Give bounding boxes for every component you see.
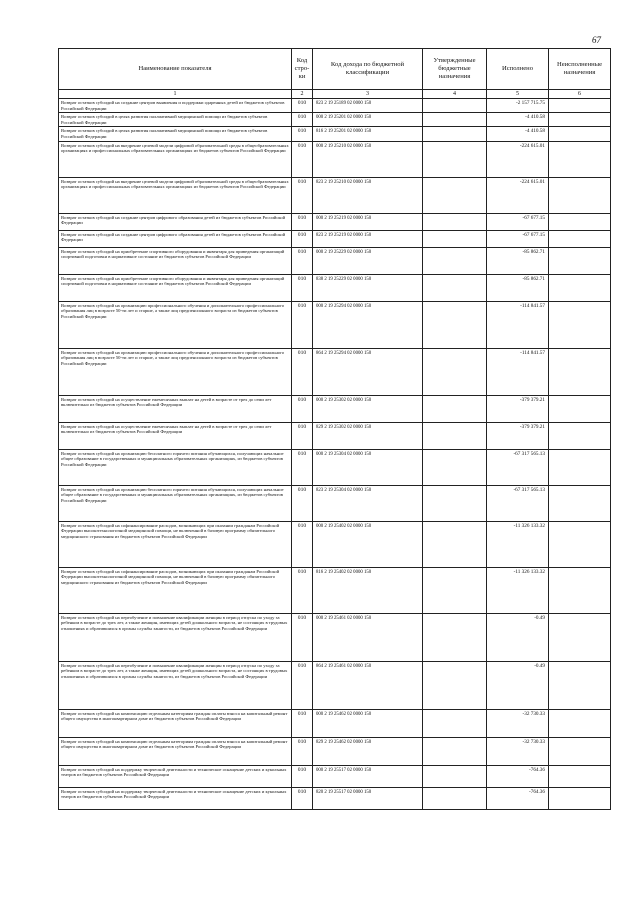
- row-approved-value: [423, 521, 487, 567]
- row-name-cell: Возврат остатков субсидий на компенсацию отдельным категориям граждан оплаты взноса на капитальный ремонт общего имущества в многоквартирном доме из бюджетов субъектов Российской Федерации: [59, 737, 292, 765]
- row-unexecuted-value: [549, 113, 611, 127]
- row-line-code: 010: [292, 274, 313, 301]
- row-name-cell: Возврат остатков субсидий на компенсацию отдельным категориям граждан оплаты взноса на капитальный ремонт общего имущества в многоквартирном доме из бюджетов субъектов Российской Федерации: [59, 709, 292, 737]
- row-executed-value: -67 317 565.13: [487, 485, 549, 521]
- header-income-code: Код дохода по бюджетной классификации: [313, 49, 423, 90]
- row-line-code: 010: [292, 395, 313, 422]
- table-row: [59, 301, 611, 348]
- row-approved-value: [423, 113, 487, 127]
- table-row: [59, 213, 611, 230]
- row-approved-value: [423, 485, 487, 521]
- row-income-code: 864 2 19 25461 02 0000 150: [313, 661, 423, 709]
- table-row: [59, 230, 611, 247]
- row-income-code: 823 2 19 25219 02 0000 150: [313, 230, 423, 247]
- row-name-cell: Возврат остатков субсидий на организацию бесплатного горячего питания обучающихся, получающих начальное общее образование в государственных и муниципальных образовательных организациях, из бюджетов субъектов Российской Федерации: [59, 485, 292, 521]
- table-row: [59, 567, 611, 613]
- row-line-code: 010: [292, 230, 313, 247]
- column-number: 5: [487, 90, 549, 99]
- row-line-code: 010: [292, 141, 313, 177]
- row-line-code: 010: [292, 422, 313, 449]
- row-approved-value: [423, 213, 487, 230]
- row-income-code: 000 2 19 25302 02 0000 150: [313, 395, 423, 422]
- table-row: [59, 521, 611, 567]
- row-line-code: 010: [292, 99, 313, 113]
- row-line-code: 010: [292, 613, 313, 661]
- row-unexecuted-value: [549, 301, 611, 348]
- row-executed-value: -85 862.71: [487, 274, 549, 301]
- table-row: [59, 787, 611, 809]
- row-name-cell: Возврат остатков субсидий на приобретение спортивного оборудования и инвентаря для приведения организаций спортивной подготовки в нормативное состояние из бюджетов субъектов Российской Федерации: [59, 247, 292, 274]
- row-line-code: 010: [292, 521, 313, 567]
- row-unexecuted-value: [549, 348, 611, 395]
- row-income-code: 864 2 19 25294 02 0000 150: [313, 348, 423, 395]
- row-name-cell: Возврат остатков субсидий в целях развития паллиативной медицинской помощи из бюджетов субъектов Российской Федерации: [59, 127, 292, 141]
- row-executed-value: -764.36: [487, 765, 549, 787]
- row-line-code: 010: [292, 113, 313, 127]
- row-line-code: 010: [292, 348, 313, 395]
- row-executed-value: -32 730.33: [487, 709, 549, 737]
- row-name-cell: Возврат остатков субсидий на переобучение и повышение квалификации женщин в период отпуска по уходу за ребенком в возрасте до трех лет, а также женщин, имеющих детей дошкольного возраста, не состоящих в трудовых отношениях и обратившихся в органы службы занятости, из бюджетов субъектов Российской Федерации: [59, 613, 292, 661]
- row-approved-value: [423, 787, 487, 809]
- row-name-cell: Возврат остатков субсидий на софинансирование расходов, возникающих при оказании гражданам Российской Федерации высокотехнологичной медицинской помощи, не включенной в базовую программу обязательного медицинского страхования из бюджетов субъектов Российской Федерации: [59, 567, 292, 613]
- row-approved-value: [423, 230, 487, 247]
- row-income-code: 816 2 19 25201 02 0000 150: [313, 127, 423, 141]
- row-unexecuted-value: [549, 177, 611, 213]
- row-unexecuted-value: [549, 247, 611, 274]
- budget-execution-table: [58, 48, 611, 810]
- row-unexecuted-value: [549, 449, 611, 485]
- row-name-cell: Возврат остатков субсидий на поддержку творческой деятельности и техническое оснащение детских и кукольных театров из бюджетов субъектов Российской Федерации: [59, 765, 292, 787]
- row-executed-value: -0.49: [487, 613, 549, 661]
- row-executed-value: -764.36: [487, 787, 549, 809]
- row-name-cell: Возврат остатков субсидий на осуществление ежемесячных выплат на детей в возрасте от трех до семи лет включительно из бюджетов субъектов Российской Федерации: [59, 422, 292, 449]
- row-income-code: 000 2 19 25219 02 0000 150: [313, 213, 423, 230]
- row-approved-value: [423, 765, 487, 787]
- table-row: [59, 274, 611, 301]
- row-unexecuted-value: [549, 709, 611, 737]
- table-row: [59, 177, 611, 213]
- row-line-code: 010: [292, 567, 313, 613]
- row-unexecuted-value: [549, 765, 611, 787]
- row-executed-value: -67 677.15: [487, 230, 549, 247]
- row-approved-value: [423, 99, 487, 113]
- row-income-code: 820 2 19 25517 02 0000 150: [313, 787, 423, 809]
- row-approved-value: [423, 247, 487, 274]
- row-approved-value: [423, 422, 487, 449]
- header-approved: Утвержденные бюджетные назначения: [423, 49, 487, 90]
- table-row: [59, 247, 611, 274]
- column-number: 3: [313, 90, 423, 99]
- row-executed-value: -32 730.33: [487, 737, 549, 765]
- row-executed-value: -4 410.58: [487, 127, 549, 141]
- row-line-code: 010: [292, 787, 313, 809]
- row-income-code: 000 2 19 25201 02 0000 150: [313, 113, 423, 127]
- row-name-cell: Возврат остатков субсидий на софинансирование расходов, возникающих при оказании гражданам Российской Федерации высокотехнологичной медицинской помощи, не включенной в базовую программу обязательного медицинского страхования из бюджетов субъектов Российской Федерации: [59, 521, 292, 567]
- row-unexecuted-value: [549, 141, 611, 177]
- row-unexecuted-value: [549, 787, 611, 809]
- row-executed-value: -114 841.57: [487, 348, 549, 395]
- row-name-cell: Возврат остатков субсидий на организацию профессионального обучения и дополнительного профессионального образования лиц в возрасте 50-ти лет и старше, а также лиц предпенсионного возраста из бюджетов субъектов Российской Федерации: [59, 301, 292, 348]
- table-row: [59, 348, 611, 395]
- row-income-code: 823 2 19 25189 02 0000 150: [313, 99, 423, 113]
- row-income-code: 823 2 19 25210 02 0000 150: [313, 177, 423, 213]
- row-income-code: 823 2 19 25304 02 0000 150: [313, 485, 423, 521]
- row-approved-value: [423, 301, 487, 348]
- row-unexecuted-value: [549, 274, 611, 301]
- column-number: 4: [423, 90, 487, 99]
- row-income-code: 000 2 19 25210 02 0000 150: [313, 141, 423, 177]
- table-row: [59, 613, 611, 661]
- row-name-cell: Возврат остатков субсидий на создание центров выявления и поддержки одаренных детей из бюджетов субъектов Российской Федерации: [59, 99, 292, 113]
- row-executed-value: -67 677.15: [487, 213, 549, 230]
- row-income-code: 829 2 19 25302 02 0000 150: [313, 422, 423, 449]
- row-executed-value: -85 862.71: [487, 247, 549, 274]
- row-line-code: 010: [292, 709, 313, 737]
- table-row: [59, 709, 611, 737]
- row-name-cell: Возврат остатков субсидий на организацию бесплатного горячего питания обучающихся, получающих начальное общее образование в государственных и муниципальных образовательных организациях, из бюджетов субъектов Российской Федерации: [59, 449, 292, 485]
- row-approved-value: [423, 737, 487, 765]
- row-executed-value: -114 841.57: [487, 301, 549, 348]
- row-income-code: 816 2 19 25402 02 0000 150: [313, 567, 423, 613]
- row-approved-value: [423, 613, 487, 661]
- row-unexecuted-value: [549, 613, 611, 661]
- table-row: [59, 99, 611, 113]
- row-line-code: 010: [292, 301, 313, 348]
- row-name-cell: Возврат остатков субсидий на осуществление ежемесячных выплат на детей в возрасте от трех до семи лет включительно из бюджетов субъектов Российской Федерации: [59, 395, 292, 422]
- table-row: [59, 661, 611, 709]
- row-line-code: 010: [292, 127, 313, 141]
- row-unexecuted-value: [549, 213, 611, 230]
- row-name-cell: Возврат остатков субсидий на создание центров цифрового образования детей из бюджетов субъектов Российской Федерации: [59, 213, 292, 230]
- row-unexecuted-value: [549, 661, 611, 709]
- row-unexecuted-value: [549, 737, 611, 765]
- row-executed-value: -4 410.58: [487, 113, 549, 127]
- row-executed-value: -67 317 565.13: [487, 449, 549, 485]
- row-name-cell: Возврат остатков субсидий на организацию профессионального обучения и дополнительного профессионального образования лиц в возрасте 50-ти лет и старше, а также лиц предпенсионного возраста из бюджетов субъектов Российской Федерации: [59, 348, 292, 395]
- row-line-code: 010: [292, 213, 313, 230]
- table-header-row: [59, 49, 611, 90]
- table-body: [59, 99, 611, 810]
- row-approved-value: [423, 709, 487, 737]
- row-name-cell: Возврат остатков субсидий на переобучение и повышение квалификации женщин в период отпуска по уходу за ребенком в возрасте до трех лет, а также женщин, имеющих детей дошкольного возраста, не состоящих в трудовых отношениях и обратившихся в органы службы занятости, из бюджетов субъектов Российской Федерации: [59, 661, 292, 709]
- row-unexecuted-value: [549, 395, 611, 422]
- table-row: [59, 395, 611, 422]
- row-executed-value: -379 379.21: [487, 422, 549, 449]
- row-line-code: 010: [292, 485, 313, 521]
- row-income-code: 000 2 19 25304 02 0000 150: [313, 449, 423, 485]
- table-row: [59, 141, 611, 177]
- row-income-code: 000 2 19 25462 02 0000 150: [313, 709, 423, 737]
- row-approved-value: [423, 661, 487, 709]
- row-executed-value: -11 326 133.32: [487, 567, 549, 613]
- row-line-code: 010: [292, 449, 313, 485]
- row-name-cell: Возврат остатков субсидий в целях развития паллиативной медицинской помощи из бюджетов субъектов Российской Федерации: [59, 113, 292, 127]
- row-approved-value: [423, 348, 487, 395]
- row-executed-value: -224 615.01: [487, 141, 549, 177]
- row-unexecuted-value: [549, 230, 611, 247]
- row-executed-value: -11 326 133.32: [487, 521, 549, 567]
- row-unexecuted-value: [549, 521, 611, 567]
- table-row: [59, 449, 611, 485]
- column-number: 2: [292, 90, 313, 99]
- header-executed: Исполнено: [487, 49, 549, 90]
- column-number-row: [59, 90, 611, 99]
- row-line-code: 010: [292, 765, 313, 787]
- table-row: [59, 127, 611, 141]
- row-name-cell: Возврат остатков субсидий на приобретение спортивного оборудования и инвентаря для приведения организаций спортивной подготовки в нормативное состояние из бюджетов субъектов Российской Федерации: [59, 274, 292, 301]
- row-executed-value: -0.49: [487, 661, 549, 709]
- column-number: 6: [549, 90, 611, 99]
- row-name-cell: Возврат остатков субсидий на внедрение целевой модели цифровой образовательной среды в общеобразовательных организациях и профессиональных образовательных организациях из бюджетов субъектов Российской Федерации: [59, 141, 292, 177]
- header-name: Наименование показателя: [59, 49, 292, 90]
- row-line-code: 010: [292, 247, 313, 274]
- row-approved-value: [423, 567, 487, 613]
- row-name-cell: Возврат остатков субсидий на поддержку творческой деятельности и техническое оснащение детских и кукольных театров из бюджетов субъектов Российской Федерации: [59, 787, 292, 809]
- row-approved-value: [423, 177, 487, 213]
- row-unexecuted-value: [549, 485, 611, 521]
- table-row: [59, 737, 611, 765]
- row-line-code: 010: [292, 177, 313, 213]
- row-income-code: 829 2 19 25462 02 0000 150: [313, 737, 423, 765]
- row-income-code: 000 2 19 25402 02 0000 150: [313, 521, 423, 567]
- page-number: 67: [592, 35, 601, 45]
- row-approved-value: [423, 274, 487, 301]
- row-income-code: 838 2 19 25229 02 0000 150: [313, 274, 423, 301]
- header-unexecuted: Неисполненные назначения: [549, 49, 611, 90]
- table-row: [59, 113, 611, 127]
- row-executed-value: -2 157 715.75: [487, 99, 549, 113]
- row-unexecuted-value: [549, 127, 611, 141]
- row-income-code: 000 2 19 25294 02 0000 150: [313, 301, 423, 348]
- row-executed-value: -224 615.01: [487, 177, 549, 213]
- header-line-code: Код стро-ки: [292, 49, 313, 90]
- row-name-cell: Возврат остатков субсидий на создание центров цифрового образования детей из бюджетов субъектов Российской Федерации: [59, 230, 292, 247]
- table-row: [59, 485, 611, 521]
- row-income-code: 000 2 19 25461 02 0000 150: [313, 613, 423, 661]
- row-income-code: 000 2 19 25517 02 0000 150: [313, 765, 423, 787]
- column-number: 1: [59, 90, 292, 99]
- row-approved-value: [423, 395, 487, 422]
- row-executed-value: -379 379.21: [487, 395, 549, 422]
- table-row: [59, 422, 611, 449]
- row-unexecuted-value: [549, 422, 611, 449]
- row-unexecuted-value: [549, 567, 611, 613]
- row-approved-value: [423, 141, 487, 177]
- row-income-code: 000 2 19 25229 02 0000 150: [313, 247, 423, 274]
- row-approved-value: [423, 449, 487, 485]
- row-line-code: 010: [292, 737, 313, 765]
- row-line-code: 010: [292, 661, 313, 709]
- row-unexecuted-value: [549, 99, 611, 113]
- row-name-cell: Возврат остатков субсидий на внедрение целевой модели цифровой образовательной среды в общеобразовательных организациях и профессиональных образовательных организациях из бюджетов субъектов Российской Федерации: [59, 177, 292, 213]
- table-row: [59, 765, 611, 787]
- row-approved-value: [423, 127, 487, 141]
